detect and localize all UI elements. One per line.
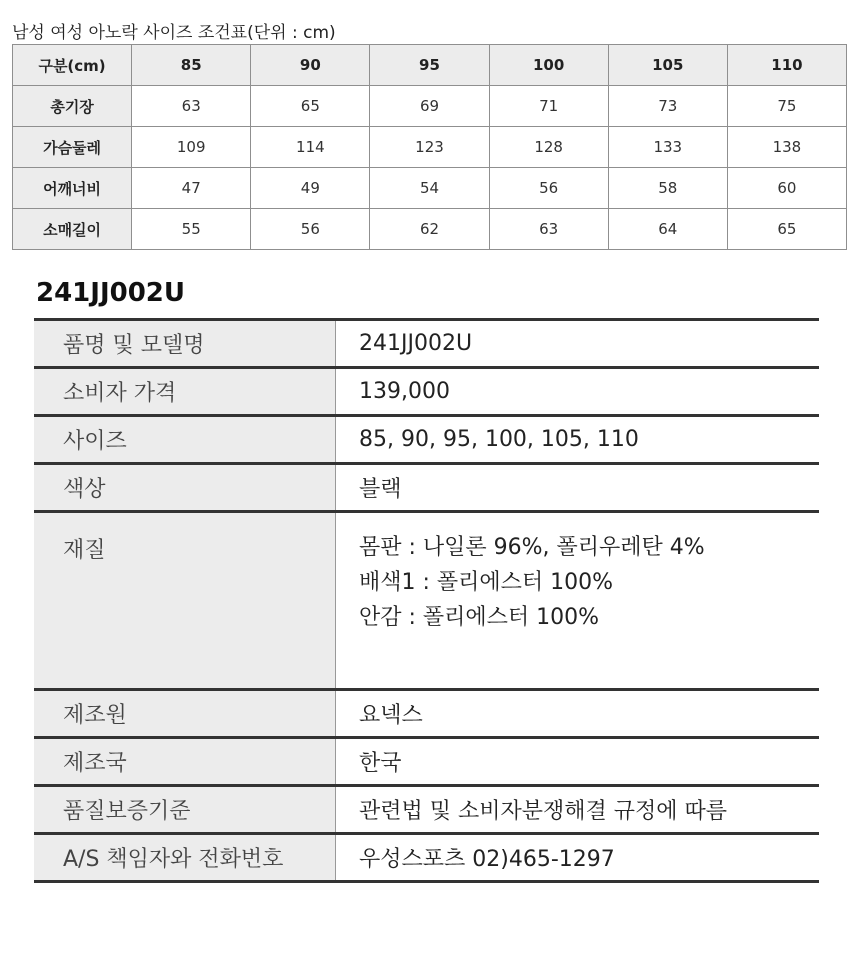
product-info-label: 품질보증기준 <box>34 787 336 832</box>
size-chart-cell: 49 <box>251 168 370 209</box>
size-chart-title: 남성 여성 아노락 사이즈 조건표(단위 : cm) <box>12 23 336 43</box>
size-chart-cell: 56 <box>489 168 608 209</box>
size-chart-cell: 56 <box>251 209 370 250</box>
product-info-label: 제조국 <box>34 739 336 784</box>
size-chart-cell: 114 <box>251 127 370 168</box>
material-line: 배색1 : 폴리에스터 100% <box>359 570 614 595</box>
size-chart-header-row <box>13 45 847 86</box>
size-chart-cell: 69 <box>370 86 489 127</box>
size-chart-row-label: 어깨너비 <box>13 168 132 209</box>
product-info-row <box>34 465 819 513</box>
product-info-table <box>34 318 819 883</box>
product-info-value: 139,000 <box>359 379 450 404</box>
size-chart-cell: 133 <box>608 127 727 168</box>
size-chart-cell: 128 <box>489 127 608 168</box>
product-info-label: 소비자 가격 <box>34 369 336 414</box>
product-info-value: 우성스포츠 02)465-1297 <box>359 847 615 872</box>
size-chart-row <box>13 168 847 209</box>
size-chart-cell: 60 <box>727 168 846 209</box>
size-chart-header-cell: 110 <box>727 45 846 86</box>
product-info-row <box>34 835 819 883</box>
material-line: 몸판 : 나일론 96%, 폴리우레탄 4% <box>359 535 705 560</box>
size-chart-cell: 109 <box>132 127 251 168</box>
size-chart-header-cell: 100 <box>489 45 608 86</box>
size-chart-cell: 75 <box>727 86 846 127</box>
size-chart-cell: 63 <box>489 209 608 250</box>
product-info-label: A/S 책임자와 전화번호 <box>34 835 336 880</box>
size-chart-header-cell: 구분(cm) <box>13 45 132 86</box>
product-info-row <box>34 417 819 465</box>
size-chart-cell: 55 <box>132 209 251 250</box>
product-info-label: 품명 및 모델명 <box>34 321 336 366</box>
product-info-value: 85, 90, 95, 100, 105, 110 <box>359 427 639 452</box>
product-info-row <box>34 321 819 369</box>
product-info-value: 관련법 및 소비자분쟁해결 규정에 따름 <box>359 799 728 824</box>
size-chart-row <box>13 127 847 168</box>
size-chart-header-cell: 95 <box>370 45 489 86</box>
size-chart-cell: 65 <box>251 86 370 127</box>
size-chart-cell: 58 <box>608 168 727 209</box>
size-chart-cell: 63 <box>132 86 251 127</box>
product-info-row-material <box>34 513 819 691</box>
size-chart-header-cell: 90 <box>251 45 370 86</box>
size-chart-header-cell: 105 <box>608 45 727 86</box>
product-info-row <box>34 369 819 417</box>
size-chart-row-label: 총기장 <box>13 86 132 127</box>
product-info-label: 사이즈 <box>34 417 336 462</box>
size-chart-cell: 138 <box>727 127 846 168</box>
size-chart-cell: 71 <box>489 86 608 127</box>
product-info-row <box>34 691 819 739</box>
product-info-value: 요넥스 <box>359 703 423 728</box>
product-info-value: 블랙 <box>359 477 402 502</box>
size-chart-cell: 64 <box>608 209 727 250</box>
product-info-label: 재질 <box>34 513 336 688</box>
size-chart-cell: 54 <box>370 168 489 209</box>
product-info-row <box>34 739 819 787</box>
product-info-label: 색상 <box>34 465 336 510</box>
size-chart-row <box>13 209 847 250</box>
product-info-value: 241JJ002U <box>359 331 473 356</box>
product-info-label: 제조원 <box>34 691 336 736</box>
size-chart-row <box>13 86 847 127</box>
size-chart-cell: 62 <box>370 209 489 250</box>
material-line: 안감 : 폴리에스터 100% <box>359 605 600 630</box>
product-code-heading: 241JJ002U <box>36 278 186 308</box>
size-chart-row-label: 소매길이 <box>13 209 132 250</box>
material-values <box>336 513 819 688</box>
size-chart-cell: 73 <box>608 86 727 127</box>
size-chart-row-label: 가슴둘레 <box>13 127 132 168</box>
size-chart-cell: 65 <box>727 209 846 250</box>
product-info-row <box>34 787 819 835</box>
size-chart-cell: 47 <box>132 168 251 209</box>
size-chart-cell: 123 <box>370 127 489 168</box>
size-chart-header-cell: 85 <box>132 45 251 86</box>
size-chart-table <box>12 44 847 250</box>
product-info-value: 한국 <box>359 751 402 776</box>
